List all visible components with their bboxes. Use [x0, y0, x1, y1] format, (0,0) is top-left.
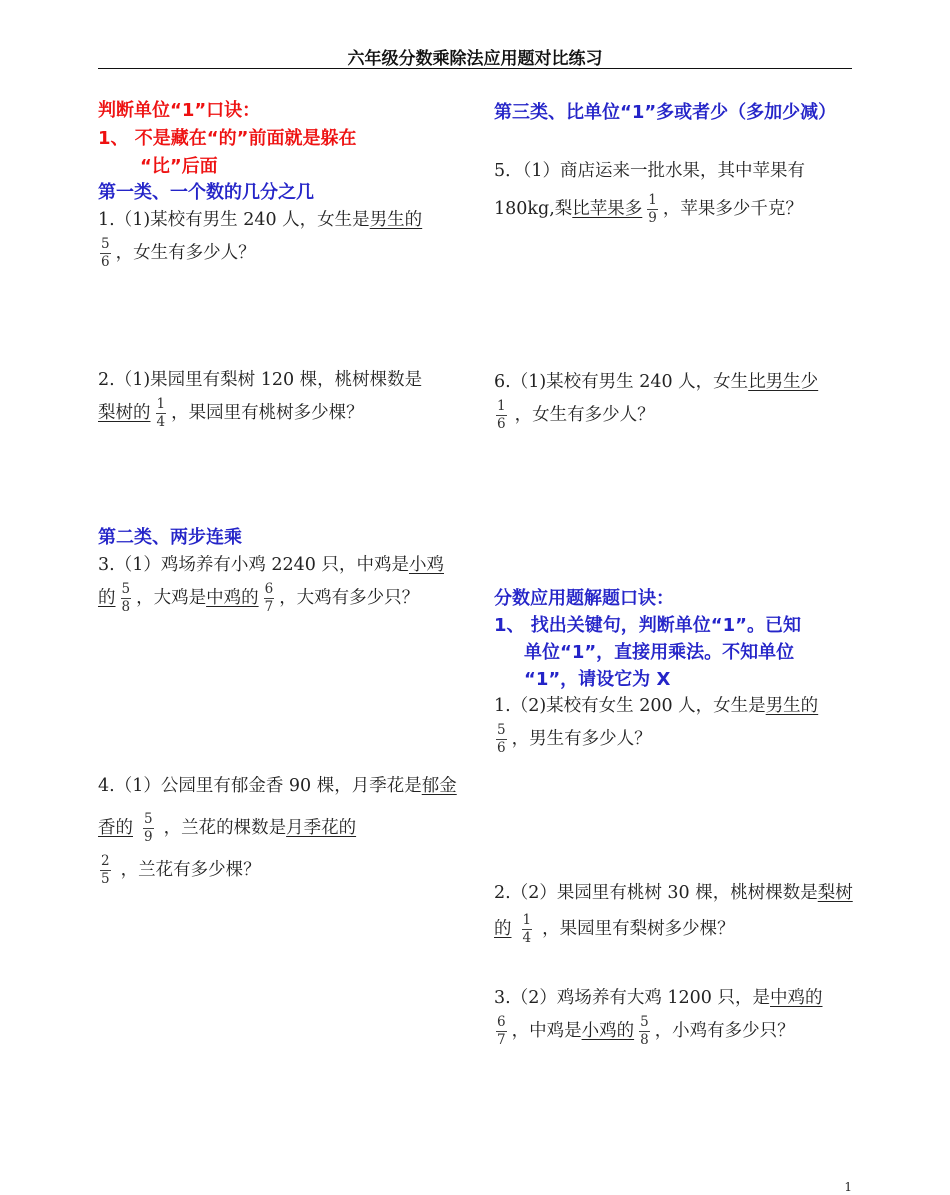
q1a-fraction-numerator: 5 — [101, 236, 110, 252]
question-6-part-1 — [494, 366, 854, 433]
q5a-text-pre: 5．（1）商店运来一批水果，其中苹果有180kg,梨 — [494, 161, 806, 219]
q2a-fraction-numerator: 1 — [156, 396, 166, 412]
q3a-text-pre: 3.（1）鸡场养有小鸡 2240 只，中鸡是 — [98, 555, 409, 575]
q4a-fraction-2 — [100, 853, 111, 888]
q3b-text-post: ，小鸡有多少只？ — [654, 1021, 795, 1041]
rhyme-solve-method — [494, 585, 854, 693]
q2b-fraction-denominator: 4 — [522, 930, 532, 946]
q1b-text-post: ，男生有多少人？ — [511, 729, 652, 749]
q4a-fraction-2-denominator: 5 — [101, 871, 110, 887]
q3b-underlined-2: 小鸡的 — [581, 1021, 635, 1041]
q3a-underlined-1: 小鸡的 — [98, 555, 444, 608]
question-3-part-1 — [98, 549, 460, 616]
q2b-text-pre: 2.（2）果园里有桃树 30 棵，桃树棵数是 — [494, 883, 818, 903]
q3b-text-mid: ，中鸡是 — [511, 1021, 582, 1041]
q3b-underlined-1: 中鸡的 — [770, 988, 823, 1008]
q6a-fraction-numerator: 1 — [497, 398, 506, 414]
q3b-fraction-2 — [639, 1014, 650, 1049]
q3a-fraction-2-denominator: 7 — [264, 599, 274, 615]
category-3-heading: 第三类、比单位“1”多或者少（多加少减） — [494, 102, 837, 123]
q3a-underlined-2: 中鸡的 — [206, 588, 259, 608]
question-1-part-2 — [494, 690, 854, 757]
q2a-fraction-denominator: 4 — [156, 414, 166, 430]
q2a-text-post: ，果园里有桃树多少棵？ — [171, 403, 364, 423]
rhyme-solve-line1: 1、 找出关键句，判断单位“1”。已知 — [494, 615, 801, 636]
q5a-fraction-denominator: 9 — [648, 210, 657, 226]
category-2-heading: 第二类、两步连乘 — [98, 527, 242, 548]
rhyme-solve-title: 分数应用题解题口诀： — [494, 588, 674, 609]
q4a-fraction-2-numerator: 2 — [101, 853, 110, 869]
question-2-part-2 — [494, 875, 854, 947]
rhyme-judge-line2: “比”后面 — [140, 156, 218, 177]
rhyme-solve-line2: 单位“1”，直接用乘法。不知单位 — [524, 642, 795, 663]
q1b-fraction — [496, 722, 507, 757]
q3b-fraction-1-numerator: 6 — [497, 1014, 506, 1030]
q3a-fraction-2 — [264, 581, 275, 616]
document-title: 六年级分数乘除法应用题对比练习 — [347, 49, 603, 69]
question-1-part-1 — [98, 204, 460, 271]
q6a-fraction — [496, 398, 507, 433]
q5a-fraction — [647, 192, 658, 227]
q4a-fraction-1-denominator: 9 — [144, 829, 153, 845]
q5a-underlined: 比苹果多 — [572, 199, 643, 219]
q2b-fraction — [522, 912, 533, 947]
q3a-text-post: ，大鸡有多少只？ — [279, 588, 420, 608]
q3a-fraction-1-numerator: 5 — [121, 581, 131, 597]
q4a-text-mid: ，兰花的棵数是 — [163, 818, 287, 838]
q5a-fraction-numerator: 1 — [648, 192, 657, 208]
q3b-text-pre: 3.（2）鸡场养有大鸡 1200 只，是 — [494, 988, 770, 1008]
q4a-fraction-1 — [143, 811, 154, 846]
q3a-text-mid: ，大鸡是 — [136, 588, 207, 608]
question-5-part-1 — [494, 152, 854, 228]
q3b-fraction-1 — [496, 1014, 507, 1049]
q1a-text-pre: 1.（1)某校有男生 240 人，女生是 — [98, 210, 370, 230]
q1a-fraction-denominator: 6 — [101, 254, 110, 270]
q2b-fraction-numerator: 1 — [522, 912, 532, 928]
rhyme-judge-title: 判断单位“1”口诀： — [98, 100, 261, 121]
q6a-fraction-denominator: 6 — [497, 416, 506, 432]
q2b-underlined: 梨树的 — [494, 883, 853, 939]
q1a-text-post: ，女生有多少人？ — [115, 243, 256, 263]
question-4-part-1 — [98, 765, 460, 891]
q3a-fraction-2-numerator: 6 — [264, 581, 274, 597]
q4a-underlined-2: 月季花的 — [286, 818, 357, 838]
q1b-fraction-numerator: 5 — [497, 722, 506, 738]
q1a-fraction — [100, 236, 111, 271]
q2a-underlined: 梨树的 — [98, 403, 151, 423]
rhyme-judge-line1: 1、 不是藏在“的”前面就是躲在 — [98, 128, 357, 149]
rhyme-solve-line3: “1”，请设它为 X — [524, 669, 671, 690]
q2a-text-pre: 2.（1)果园里有梨树 120 棵，桃树棵数是 — [98, 370, 423, 390]
header-rule — [98, 68, 852, 69]
q4a-fraction-1-numerator: 5 — [144, 811, 153, 827]
q6a-text-post: ，女生有多少人？ — [514, 405, 655, 425]
rhyme-judge-unit — [98, 97, 468, 181]
question-3-part-2 — [494, 982, 854, 1049]
q3a-fraction-1 — [121, 581, 132, 616]
q6a-text-pre: 6.（1)某校有男生 240 人，女生 — [494, 372, 749, 392]
q3b-fraction-2-denominator: 8 — [640, 1032, 649, 1048]
q1a-underlined: 男生的 — [369, 210, 423, 230]
page-number: 1 — [844, 1180, 852, 1194]
q3a-fraction-1-denominator: 8 — [121, 599, 131, 615]
q1b-fraction-denominator: 6 — [497, 740, 506, 756]
q4a-text-pre: 4.（1）公园里有郁金香 90 棵，月季花是 — [98, 776, 422, 796]
q6a-underlined: 比男生少 — [748, 372, 819, 392]
q1b-underlined: 男生的 — [765, 696, 819, 716]
q1b-text-pre: 1.（2)某校有女生 200 人，女生是 — [494, 696, 766, 716]
q5a-text-post: ，苹果多少千克？ — [662, 199, 803, 219]
q2b-text-post: ，果园里有梨树多少棵？ — [542, 919, 735, 939]
q3b-fraction-2-numerator: 5 — [640, 1014, 649, 1030]
q4a-text-post: ，兰花有多少棵？ — [120, 860, 261, 880]
category-1-heading: 第一类、一个数的几分之几 — [98, 182, 314, 203]
q4a-underlined-1: 郁金香的 — [98, 776, 457, 838]
q2a-fraction — [156, 396, 167, 431]
question-2-part-1 — [98, 364, 460, 431]
q3b-fraction-1-denominator: 7 — [497, 1032, 506, 1048]
